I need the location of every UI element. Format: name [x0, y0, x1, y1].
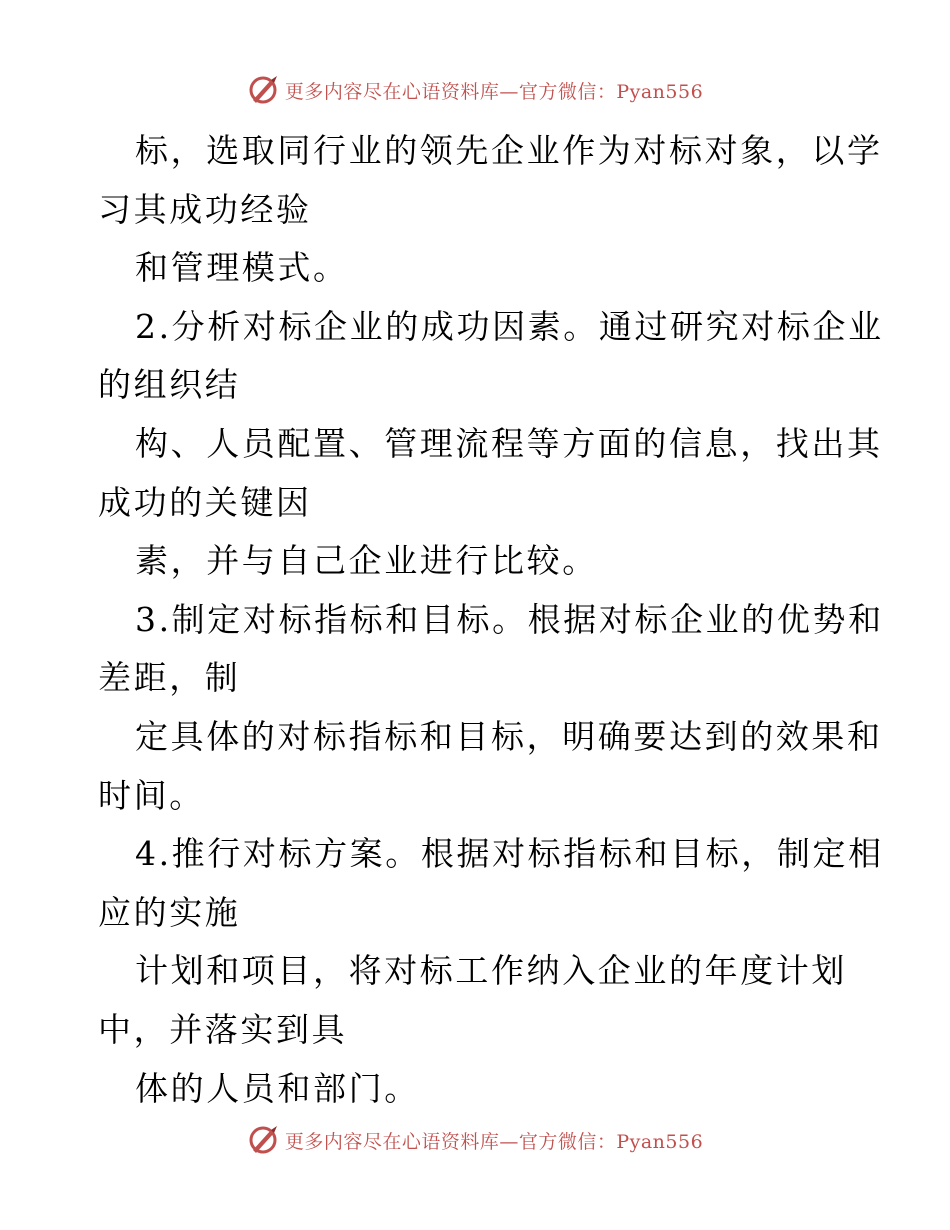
document-body	[98, 122, 884, 1118]
text-line: 素，并与自己企业进行比较。	[135, 541, 598, 581]
text-line: 中，并落实到具	[98, 1009, 348, 1049]
quill-pen-logo-icon	[247, 1124, 279, 1156]
watermark-text: 更多内容尽在心语资料库—官方微信：Pyan556	[284, 80, 704, 103]
text-line: 定具体的对标指标和目标，明确要达到的效果和	[135, 716, 883, 756]
text-line: 成功的关键因	[98, 482, 312, 522]
text-line: 差距，制	[98, 658, 241, 698]
text-line: 计划和项目，将对标工作纳入企业的年度计划	[135, 951, 847, 991]
text-line: 4.推行对标方案。根据对标指标和目标，制定相	[135, 834, 884, 874]
footer-watermark	[0, 1120, 950, 1160]
text-line: 和管理模式。	[135, 248, 349, 288]
text-line: 构、人员配置、管理流程等方面的信息，找出其	[135, 423, 883, 463]
watermark-text: 更多内容尽在心语资料库—官方微信：Pyan556	[284, 1130, 704, 1153]
text-line: 习其成功经验	[98, 189, 312, 229]
text-line: 3.制定对标指标和目标。根据对标企业的优势和	[135, 599, 884, 639]
text-line: 体的人员和部门。	[135, 1068, 420, 1108]
quill-pen-logo-icon	[247, 74, 279, 106]
text-line: 标，选取同行业的领先企业作为对标对象，以学	[135, 131, 883, 170]
text-line: 的组织结	[98, 365, 241, 405]
header-watermark	[0, 70, 950, 110]
text-line: 2.分析对标企业的成功因素。通过研究对标企业	[135, 306, 884, 346]
text-line: 时间。	[98, 775, 205, 815]
text-line: 应的实施	[98, 892, 241, 932]
